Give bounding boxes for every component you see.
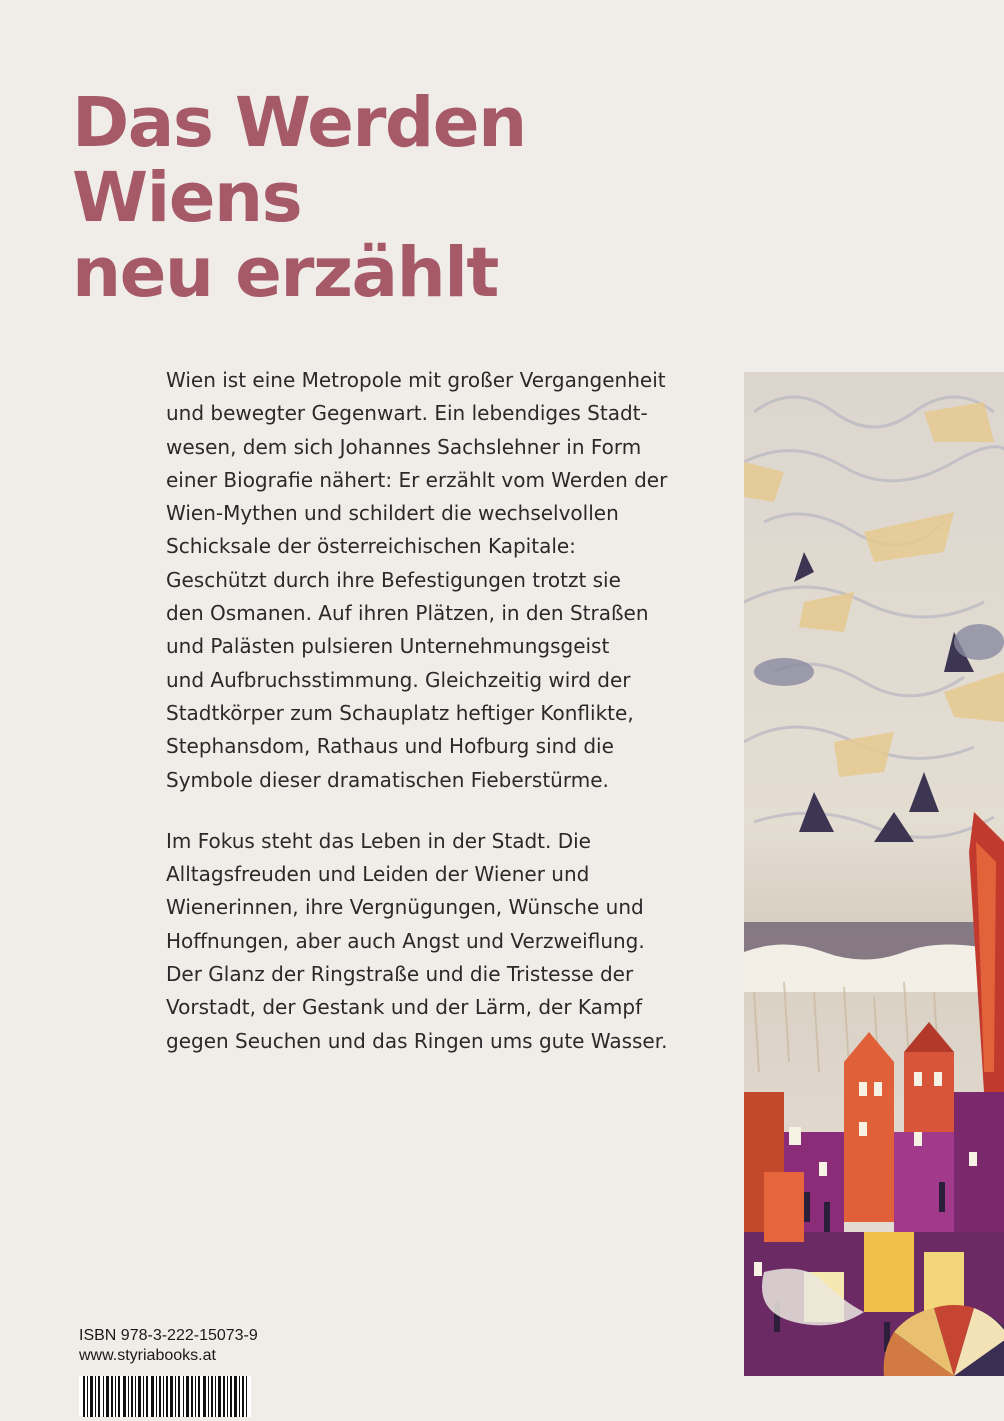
- text-line: und Palästen pulsieren Unternehmungsgeist: [166, 634, 610, 659]
- text-line: Wien ist eine Metropole mit großer Vergangenheit: [166, 368, 666, 392]
- cover-illustration: [744, 372, 1004, 1376]
- text-line: einer Biografie nähert: Er erzählt vom Werden der: [166, 467, 668, 492]
- text-line: Stephansdom, Rathaus und Hofburg sind die: [166, 734, 614, 759]
- text-line: Stadtkörper zum Schauplatz heftiger Konflikte,: [166, 700, 634, 725]
- city-painting-image: [744, 372, 1004, 1376]
- isbn-number: ISBN 978-3-222-15073-9: [79, 1327, 258, 1344]
- text-line: Der Glanz der Ringstraße und die Tristesse der: [166, 962, 634, 987]
- text-line: Wienerinnen, ihre Vergnügungen, Wünsche und: [166, 895, 644, 920]
- text-line: und Aufbruchsstimmung. Gleichzeitig wird der: [166, 667, 631, 692]
- text-line: Symbole dieser dramatischen Fieberstürme.: [166, 767, 609, 792]
- book-title: [72, 83, 526, 313]
- title-line-3: neu erzählt: [72, 233, 498, 313]
- title-line-2: Wiens: [72, 158, 302, 238]
- text-line: Hoffnungen, aber auch Angst und Verzweiflung.: [166, 928, 645, 953]
- text-line: Wien-Mythen und schildert die wechselvollen: [166, 501, 619, 526]
- barcode-image: [79, 1376, 251, 1417]
- text-line: Im Fokus steht das Leben in der Stadt. Die: [166, 828, 591, 853]
- title-line-1: Das Werden: [72, 83, 526, 163]
- text-line: und bewegter Gegenwart. Ein lebendiges Stadt-: [166, 401, 648, 426]
- blurb-paragraph-2: [166, 825, 726, 1058]
- text-line: wesen, dem sich Johannes Sachslehner in Form: [166, 434, 642, 459]
- blurb-paragraph-1: [166, 364, 726, 797]
- text-line: den Osmanen. Auf ihren Plätzen, in den Straßen: [166, 601, 649, 626]
- text-line: Vorstadt, der Gestank und der Lärm, der Kampf: [166, 995, 643, 1020]
- text-line: Alltagsfreuden und Leiden der Wiener und: [166, 862, 590, 887]
- text-line: Geschützt durch ihre Befestigungen trotzt sie: [166, 567, 621, 592]
- blurb: [166, 364, 726, 1058]
- text-line: Schicksale der österreichischen Kapitale:: [166, 534, 576, 559]
- publisher-website: www.styriabooks.at: [79, 1347, 216, 1364]
- barcode: [79, 1376, 251, 1417]
- publication-info: [79, 1326, 258, 1366]
- text-line: gegen Seuchen und das Ringen ums gute Wasser.: [166, 1028, 668, 1053]
